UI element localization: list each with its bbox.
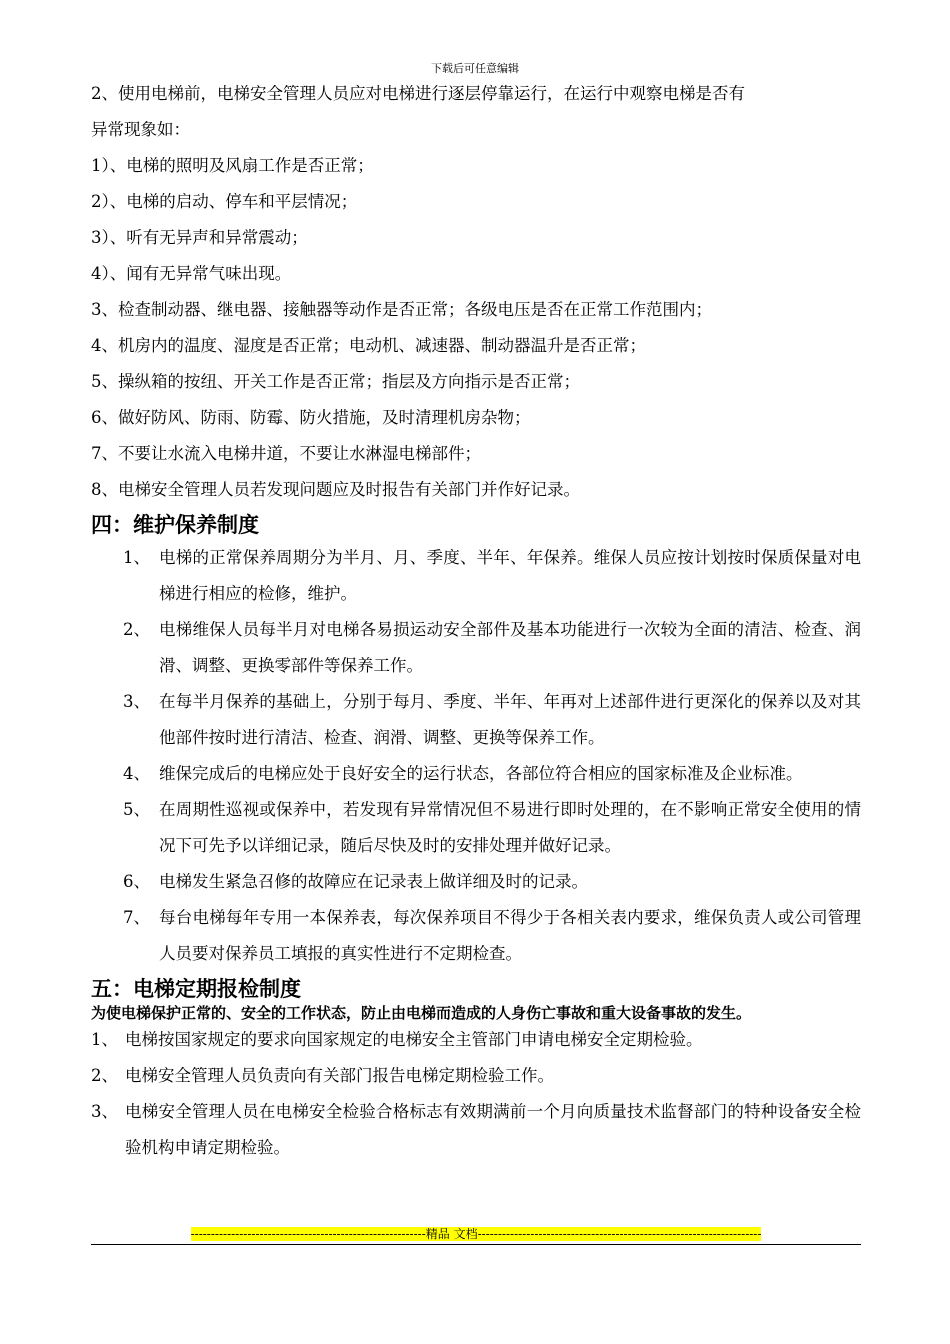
paragraph: 3、检查制动器、继电器、接触器等动作是否正常；各级电压是否在正常工作范围内； bbox=[91, 300, 712, 319]
paragraph: 5、操纵箱的按纽、开关工作是否正常；指层及方向指示是否正常； bbox=[91, 372, 580, 391]
list-item bbox=[91, 756, 861, 792]
list-text: 维保完成后的电梯应处于良好安全的运行状态，各部位符合相应的国家标准及企业标准。 bbox=[159, 764, 803, 783]
list-item bbox=[91, 612, 861, 684]
footer-label: 精品 文档 bbox=[425, 1227, 478, 1241]
list-number: 7、 bbox=[123, 908, 150, 927]
list-item bbox=[91, 1058, 861, 1094]
section-heading: 四：维护保养制度 bbox=[91, 513, 259, 537]
paragraph: 1）、电梯的照明及风扇工作是否正常； bbox=[91, 156, 374, 175]
paragraph: 2）、电梯的启动、停车和平层情况； bbox=[91, 192, 358, 211]
list-text: 电梯安全管理人员在电梯安全检验合格标志有效期满前一个月向质量技术监督部门的特种设备安全检验机构申请定期检验。 bbox=[125, 1102, 861, 1157]
list-item bbox=[91, 1022, 861, 1058]
list-text: 在周期性巡视或保养中，若发现有异常情况但不易进行即时处理的，在不影响正常安全使用的情况下可先予以详细记录，随后尽快及时的安排处理并做好记录。 bbox=[159, 800, 861, 855]
paragraph: 7、不要让水流入电梯井道，不要让水淋湿电梯部件； bbox=[91, 444, 481, 463]
list-text: 在每半月保养的基础上，分别于每月、季度、半年、年再对上述部件进行更深化的保养以及对其他部件按时进行清洁、检查、润滑、调整、更换等保养工作。 bbox=[159, 692, 861, 747]
list-text: 电梯发生紧急召修的故障应在记录表上做详细及时的记录。 bbox=[159, 872, 588, 891]
list-item bbox=[91, 1094, 861, 1166]
list-item bbox=[91, 900, 861, 972]
list-item bbox=[91, 540, 861, 612]
list-text: 电梯维保人员每半月对电梯各易损运动安全部件及基本功能进行一次较为全面的清洁、检查、润滑、调整、更换零部件等保养工作。 bbox=[159, 620, 861, 675]
list-number: 6、 bbox=[123, 872, 150, 891]
paragraph: 异常现象如： bbox=[91, 120, 190, 139]
section-heading: 五：电梯定期报检制度 bbox=[91, 977, 301, 1001]
page-header: 下载后可任意编辑 bbox=[431, 62, 519, 75]
footer-banner bbox=[91, 1226, 861, 1242]
list-number: 5、 bbox=[123, 800, 150, 819]
list-number: 1、 bbox=[91, 1030, 118, 1049]
page-footer bbox=[91, 1226, 861, 1242]
list-number: 2、 bbox=[91, 1066, 118, 1085]
list-text: 电梯的正常保养周期分为半月、月、季度、半年、年保养。维保人员应按计划按时保质保量对电梯进行相应的检修，维护。 bbox=[159, 548, 861, 603]
footer-right-dashes: ---------------------------------------------------------------------- bbox=[477, 1227, 762, 1241]
list-item bbox=[91, 684, 861, 756]
list-number: 2、 bbox=[123, 620, 150, 639]
paragraph: 6、做好防风、防雨、防霉、防火措施，及时清理机房杂物； bbox=[91, 408, 531, 427]
list-number: 4、 bbox=[123, 764, 150, 783]
paragraph: 4）、闻有无异常气味出现。 bbox=[91, 264, 292, 283]
paragraph: 8、电梯安全管理人员若发现问题应及时报告有关部门并作好记录。 bbox=[91, 480, 580, 499]
footer-left-dashes: ---------------------------------------------------------- bbox=[190, 1227, 426, 1241]
section-intro: 为使电梯保护正常的、安全的工作状态，防止由电梯而造成的人身伤亡事故和重大设备事故的发生。 bbox=[91, 1004, 752, 1022]
list-text: 电梯按国家规定的要求向国家规定的电梯安全主管部门申请电梯安全定期检验。 bbox=[125, 1030, 703, 1049]
list-item bbox=[91, 864, 861, 900]
list-text: 电梯安全管理人员负责向有关部门报告电梯定期检验工作。 bbox=[125, 1066, 554, 1085]
list-item bbox=[91, 792, 861, 864]
list-text: 每台电梯每年专用一本保养表，每次保养项目不得少于各相关表内要求，维保负责人或公司管理人员要对保养员工填报的真实性进行不定期检查。 bbox=[159, 908, 861, 963]
list-number: 1、 bbox=[123, 548, 150, 567]
footer-rule bbox=[91, 1244, 861, 1245]
document-body bbox=[91, 76, 861, 1166]
list-number: 3、 bbox=[123, 692, 150, 711]
list-number: 3、 bbox=[91, 1102, 118, 1121]
paragraph: 2、使用电梯前，电梯安全管理人员应对电梯进行逐层停靠运行，在运行中观察电梯是否有 bbox=[91, 84, 745, 103]
paragraph: 3）、听有无异声和异常震动； bbox=[91, 228, 308, 247]
paragraph: 4、机房内的温度、湿度是否正常；电动机、减速器、制动器温升是否正常； bbox=[91, 336, 646, 355]
